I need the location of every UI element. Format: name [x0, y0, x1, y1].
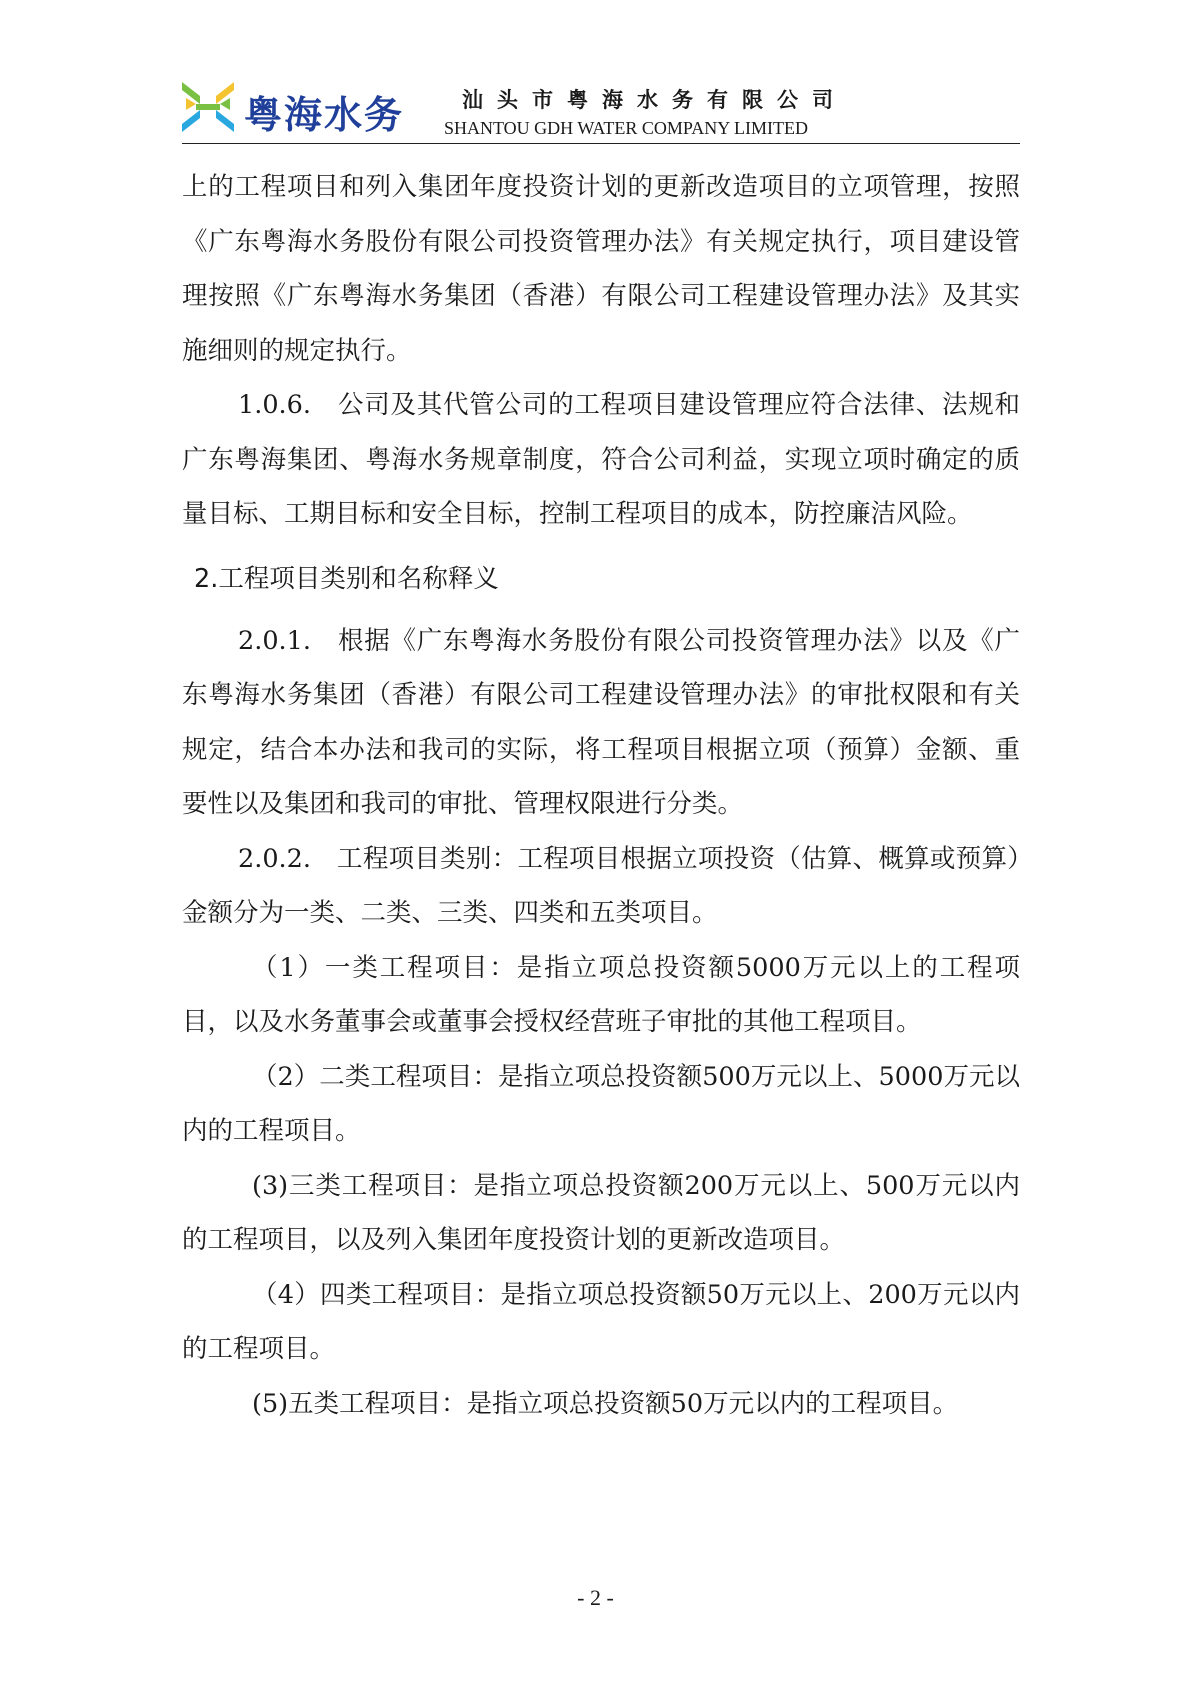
page-number: - 2 - — [577, 1585, 614, 1610]
document-body — [182, 160, 1020, 1431]
list-item-category-4: （4）四类工程项目：是指立项总投资额50万元以上、200万元以内的工程项目。 — [182, 1279, 1020, 1364]
logo-text: 粤海水务 — [244, 93, 405, 137]
section-heading-2: 2.工程项目类别和名称释义 — [194, 563, 499, 594]
document-header — [182, 78, 1022, 144]
clause-1-0-6: 1.0.6. 公司及其代管公司的工程项目建设管理应符合法律、法规和广东粤海集团、粤海水务规章制度，符合公司利益，实现立项时确定的质量目标、工期目标和安全目标，控制工程项目的成本，防控廉洁风险。 — [182, 390, 1020, 529]
header-divider — [182, 143, 1020, 144]
clause-2-0-1: 2.0.1. 根据《广东粤海水务股份有限公司投资管理办法》以及《广东粤海水务集团（香港）有限公司工程建设管理办法》的审批权限和有关规定，结合本办法和我司的实际，将工程项目根据立项（预算）金额、重要性以及集团和我司的审批、管理权限进行分类。 — [182, 625, 1020, 819]
company-name-en: SHANTOU GDH WATER COMPANY LIMITED — [444, 118, 809, 138]
list-item-category-5: (5)五类工程项目：是指立项总投资额50万元以内的工程项目。 — [252, 1388, 959, 1419]
company-name-cn: 汕头市粤海水务有限公司 — [462, 88, 847, 112]
list-item-category-3: (3)三类工程项目：是指立项总投资额200万元以上、500万元以内的工程项目，以及列入集团年度投资计划的更新改造项目。 — [182, 1170, 1020, 1255]
clause-2-0-2: 2.0.2. 工程项目类别：工程项目根据立项投资（估算、概算或预算）金额分为一类、二类、三类、四类和五类项目。 — [182, 843, 1020, 928]
list-item-category-1: （1）一类工程项目：是指立项总投资额5000万元以上的工程项目，以及水务董事会或董事会授权经营班子审批的其他工程项目。 — [182, 952, 1020, 1037]
list-item-category-2: （2）二类工程项目：是指立项总投资额500万元以上、5000万元以内的工程项目。 — [182, 1061, 1020, 1146]
company-logo-icon — [182, 78, 234, 136]
paragraph-continuation: 上的工程项目和列入集团年度投资计划的更新改造项目的立项管理，按照《广东粤海水务股份有限公司投资管理办法》有关规定执行，项目建设管理按照《广东粤海水务集团（香港）有限公司工程建设管理办法》及其实施细则的规定执行。 — [182, 172, 1020, 366]
